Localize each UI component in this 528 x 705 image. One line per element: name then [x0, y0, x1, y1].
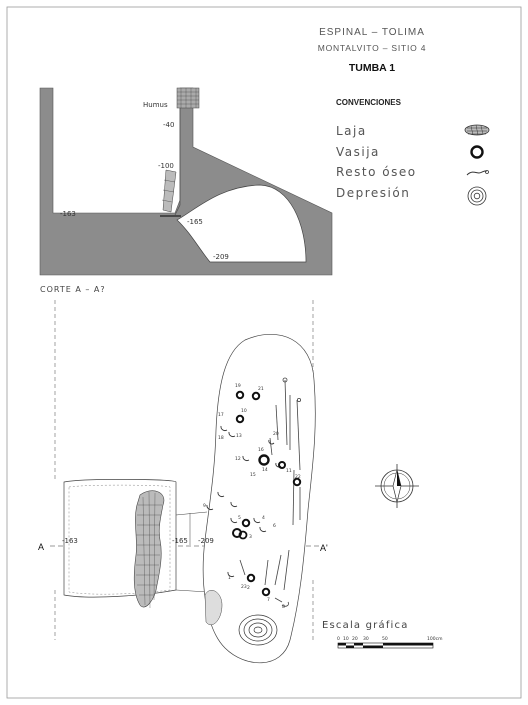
- vessel-number: 19: [235, 384, 241, 389]
- vessel-number: 5: [238, 516, 241, 521]
- vessel-number: 4: [262, 516, 265, 521]
- cross-section: [40, 88, 332, 275]
- plan-depth-label: -165: [172, 537, 188, 545]
- laja-icon: [465, 125, 489, 135]
- scale-tick-label: 50: [382, 637, 388, 642]
- depth-label: -40: [163, 121, 175, 129]
- scale-tick-label: 0: [337, 637, 340, 642]
- vessel-number: 11: [286, 469, 292, 474]
- section-mark-a: A: [38, 542, 45, 552]
- section-mark-a-prime: A': [320, 543, 328, 553]
- legend-label-bone: Resto óseo: [336, 165, 417, 179]
- depth-label: -163: [60, 210, 76, 218]
- vessel-number: 6: [273, 524, 276, 529]
- scale-tick-label: 10: [343, 637, 349, 642]
- vessel-number: 12: [235, 457, 241, 462]
- plan-view: [50, 300, 320, 663]
- north-arrow-icon: [375, 464, 419, 508]
- depth-label: -100: [158, 162, 174, 170]
- vessel-number: 3: [249, 535, 252, 540]
- section-caption: CORTE A – A?: [40, 285, 106, 294]
- location-title: ESPINAL – TOLIMA: [319, 27, 425, 38]
- vessel-number: 13: [236, 434, 242, 439]
- scale-tick-label: 30: [363, 637, 369, 642]
- tomb-title: TUMBA 1: [348, 62, 396, 74]
- vessel-number: 14: [262, 468, 268, 473]
- vessel-number: 1: [228, 576, 231, 581]
- vessel-number: 21: [258, 387, 264, 392]
- legend-label-vasija: Vasija: [336, 145, 380, 159]
- bone-icon: [467, 171, 489, 176]
- site-subtitle: MONTALVITO – SITIO 4: [317, 43, 427, 53]
- vessel-number: 22: [295, 475, 301, 480]
- vessel-number: 20: [273, 432, 279, 437]
- scale-tick-label: 20: [352, 637, 358, 642]
- scale-title: Escala gráfica: [322, 620, 409, 631]
- plan-depth-label: -163: [62, 537, 78, 545]
- vessel-number: 17: [218, 413, 224, 418]
- depression-icon: [468, 187, 486, 205]
- vessel-number: 8: [282, 605, 285, 610]
- vessel-number: 10: [241, 409, 247, 414]
- scale-tick-label: 100cm: [427, 637, 443, 642]
- legend-label-laja: Laja: [336, 124, 367, 138]
- vessel-number: 15: [250, 473, 256, 478]
- legend-title: CONVENCIONES: [336, 98, 401, 107]
- depth-label: -165: [187, 218, 203, 226]
- legend-label-depression: Depresión: [336, 186, 411, 200]
- vessel-number: 18: [218, 436, 224, 441]
- depth-label: -209: [213, 253, 229, 261]
- vessel-number: 2: [247, 586, 250, 591]
- vasija-icon: [472, 147, 483, 158]
- vessel-number: 7: [267, 598, 270, 603]
- plan-depth-label: -209: [198, 537, 214, 545]
- vessel-number: 16: [258, 448, 264, 453]
- scale-bar: [337, 636, 442, 648]
- vessel-number: 23: [241, 585, 247, 590]
- vessel-number: 9: [203, 504, 206, 509]
- humus-label: Humus: [143, 101, 168, 109]
